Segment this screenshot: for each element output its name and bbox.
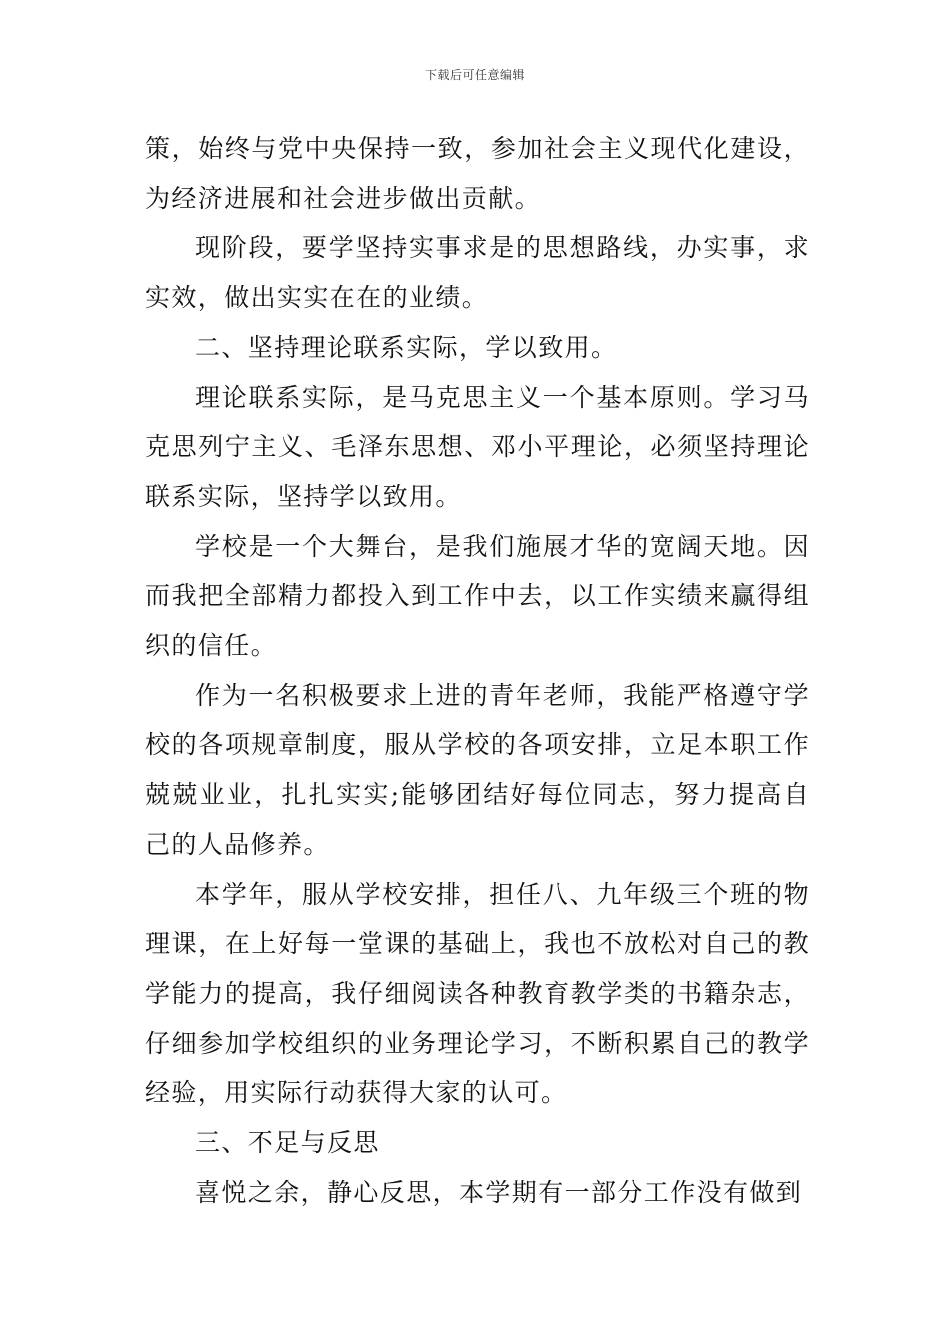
paragraph: 现阶段，要学坚持实事求是的思想路线，办实事，求实效，做出实实在在的业绩。 (145, 233, 810, 313)
paragraph: 本学年，服从学校安排，担任八、九年级三个班的物理课，在上好每一堂课的基础上，我也不放松对自己的教学能力的提高，我仔细阅读各种教育教学类的书籍杂志，仔细参加学校组织的业务理论学习，不断积累自己的教学经验，用实际行动获得大家的认可。 (145, 879, 810, 1108)
paragraph: 学校是一个大舞台，是我们施展才华的宽阔天地。因而我把全部精力都投入到工作中去，以工作实绩来赢得组织的信任。 (145, 531, 810, 661)
section-heading: 二、坚持理论联系实际，学以致用。 (195, 332, 618, 362)
paragraph: 喜悦之余，静心反思，本学期有一部分工作没有做到 (195, 1177, 803, 1207)
paragraph: 作为一名积极要求上进的青年老师，我能严格遵守学校的各项规章制度，服从学校的各项安排，立足本职工作兢兢业业，扎扎实实;能够团结好每位同志，努力提高自己的人品修养。 (145, 680, 810, 859)
page-header: 下载后可任意编辑 (424, 68, 525, 82)
paragraph: 策，始终与党中央保持一致，参加社会主义现代化建设，为经济进展和社会进步做出贡献。 (145, 134, 810, 213)
paragraph: 理论联系实际，是马克思主义一个基本原则。学习马克思列宁主义、毛泽东思想、邓小平理论，必须坚持理论联系实际，坚持学以致用。 (145, 382, 810, 511)
section-heading: 三、不足与反思 (195, 1128, 380, 1158)
document-body (145, 124, 810, 1217)
